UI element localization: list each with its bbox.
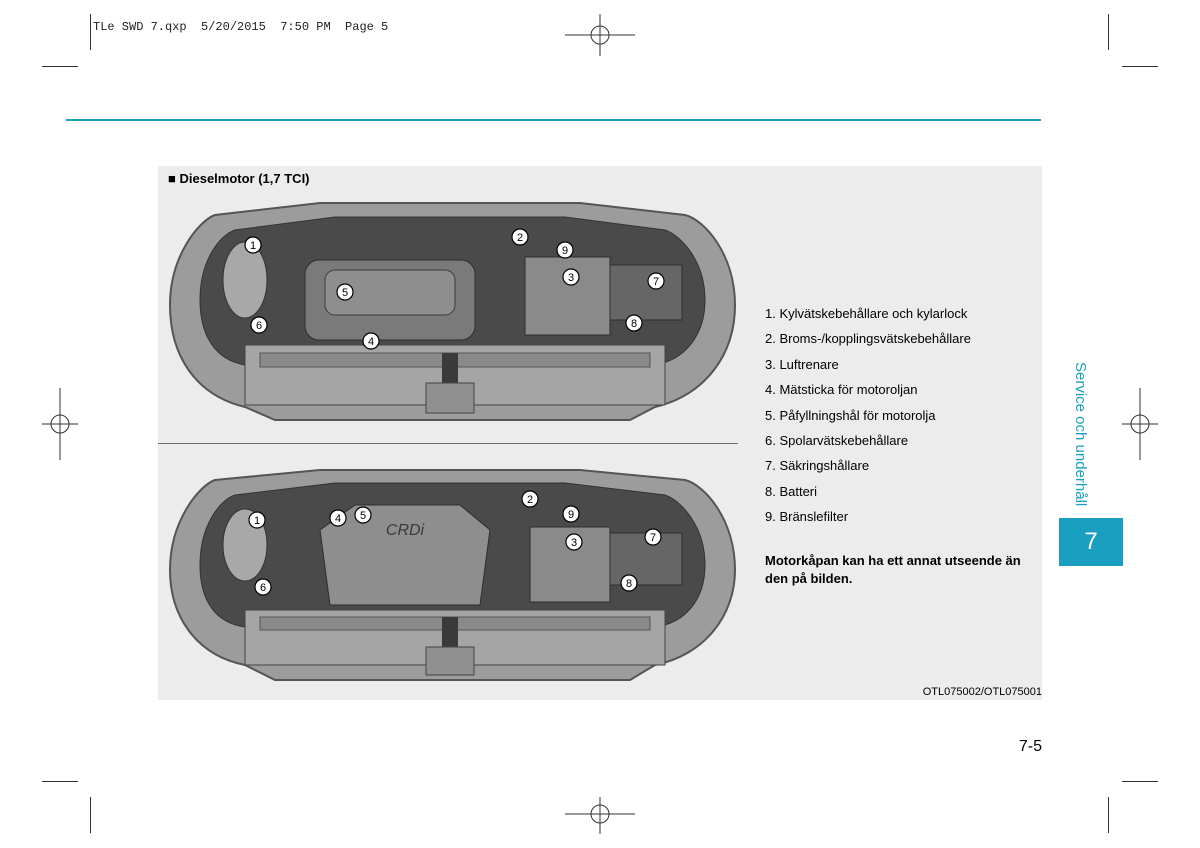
header-rule [66, 119, 1041, 121]
legend-item: 5. Påfyllningshål för motorolja [765, 407, 936, 423]
legend-item: 2. Broms-/kopplingsvätskebehållare [765, 331, 971, 347]
legend-item: 3. Luftrenare [765, 356, 839, 372]
section-title-text: Dieselmotor (1,7 TCI) [179, 171, 310, 186]
callout-4: 4 [334, 513, 342, 525]
legend-item: 6. Spolarvätskebehållare [765, 432, 909, 448]
callout-2: 2 [516, 232, 524, 244]
print-slug: TLe SWD 7.qxp 5/20/2015 7:50 PM Page 5 [93, 20, 389, 34]
legend-item: 7. Säkringshållare [765, 458, 870, 474]
page-number: 7-5 [1018, 738, 1042, 755]
registration-mark-bottom-icon [565, 797, 635, 834]
callout-8: 8 [625, 578, 633, 590]
callouts-top [160, 195, 740, 430]
registration-mark-top-icon [565, 14, 635, 56]
callout-6: 6 [255, 320, 263, 332]
callout-1: 1 [253, 515, 261, 527]
callout-9: 9 [561, 245, 569, 257]
figure-divider [158, 443, 738, 444]
callout-3: 3 [570, 537, 578, 549]
callout-8: 8 [630, 318, 638, 330]
registration-mark-right-icon [1122, 388, 1158, 460]
legend-item: 8. Batteri [765, 483, 818, 499]
callout-3: 3 [567, 272, 575, 284]
callout-2: 2 [526, 494, 534, 506]
callout-5: 5 [359, 510, 367, 522]
callouts-bottom [160, 465, 740, 690]
component-legend [765, 306, 971, 535]
engine-logo: CRDi [385, 522, 425, 539]
cover-note: Motorkåpan kan ha ett annat utseende än den på bilden. [765, 553, 1021, 586]
callout-7: 7 [649, 532, 657, 544]
registration-mark-left-icon [42, 388, 78, 460]
image-code: OTL075002/OTL075001 [922, 686, 1042, 698]
legend-item: 9. Bränslefilter [765, 509, 849, 525]
section-bullet: ■ [168, 171, 176, 186]
callout-6: 6 [259, 582, 267, 594]
chapter-tab: 7 [1059, 518, 1123, 566]
callout-5: 5 [341, 287, 349, 299]
callout-7: 7 [652, 276, 660, 288]
legend-item: 1. Kylvätskebehållare och kylarlock [765, 306, 968, 321]
callout-4: 4 [367, 336, 375, 348]
legend-item: 4. Mätsticka för motoroljan [765, 382, 918, 398]
section-title [168, 171, 310, 186]
callout-1: 1 [249, 240, 257, 252]
chapter-title: Service och underhåll [1072, 362, 1089, 507]
callout-9: 9 [567, 509, 575, 521]
